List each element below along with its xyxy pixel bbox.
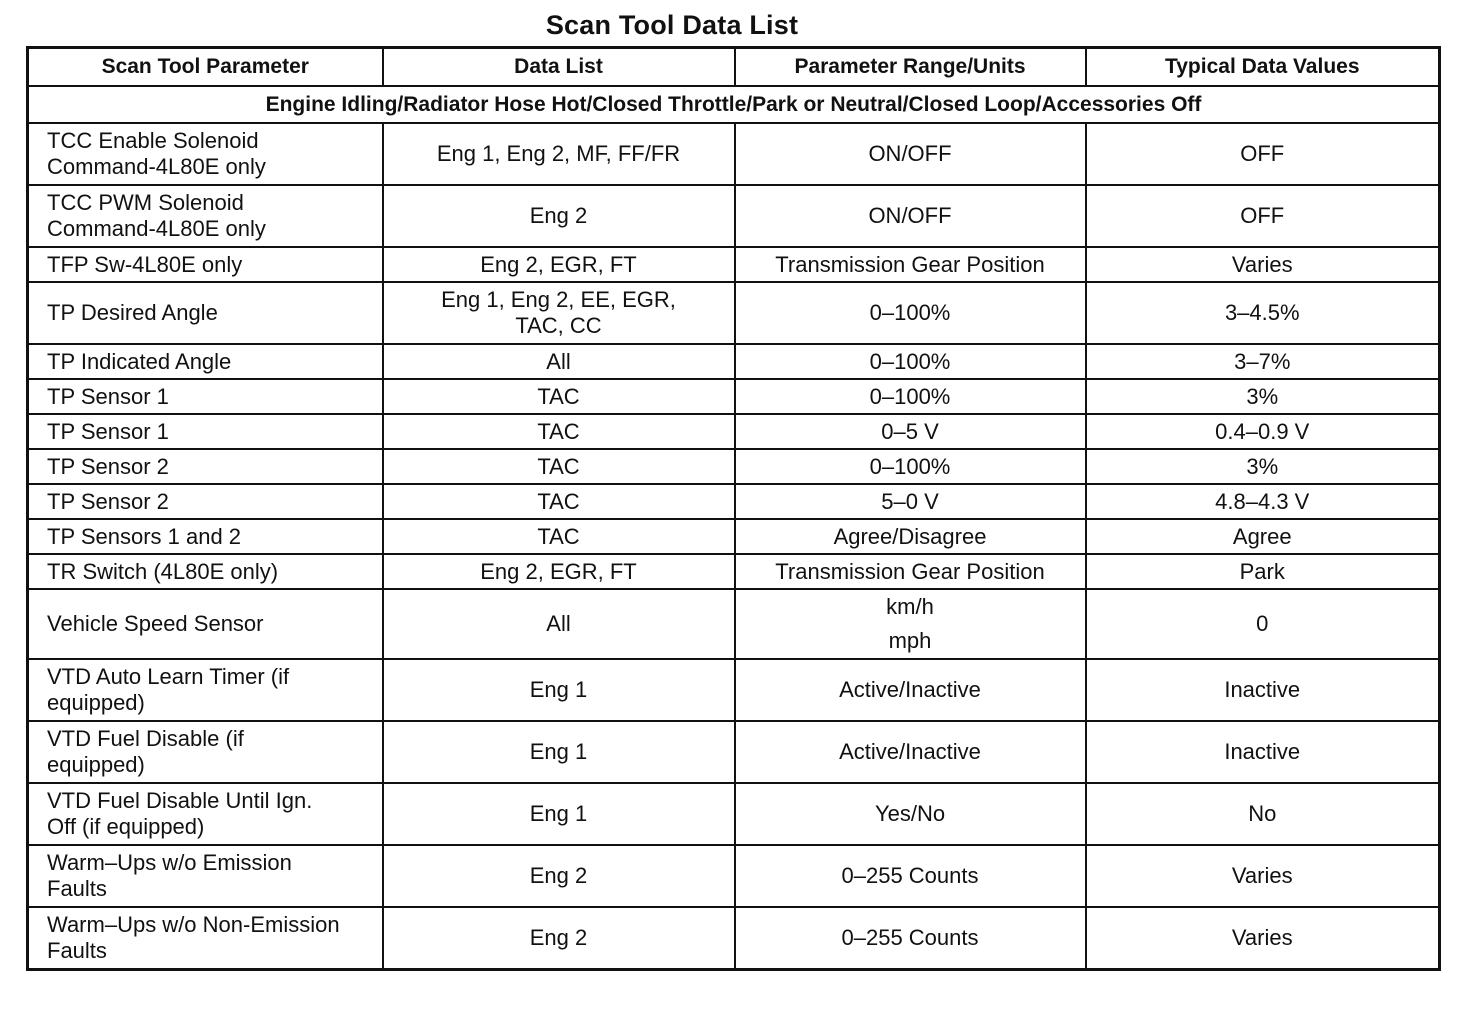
cell-data-list bbox=[383, 449, 735, 484]
cell-range-units bbox=[735, 123, 1086, 185]
cell-line: TAC, CC bbox=[515, 313, 602, 338]
cell-typical-value bbox=[1086, 185, 1440, 247]
cell-range-units bbox=[735, 907, 1086, 970]
cell-range-units bbox=[735, 484, 1086, 519]
cell-parameter bbox=[28, 414, 383, 449]
cell-typical-value bbox=[1086, 721, 1440, 783]
cell-line: Varies bbox=[1231, 251, 1293, 277]
cell-typical-value bbox=[1086, 783, 1440, 845]
cell-line: ON/OFF bbox=[868, 203, 952, 228]
cell-line: Command-4L80E only bbox=[47, 216, 266, 241]
cell-line: VTD Fuel Disable Until Ign. bbox=[47, 788, 313, 813]
cell-range-units bbox=[735, 721, 1086, 783]
cell-line: Eng 1, Eng 2, MF, FF/FR bbox=[436, 141, 681, 166]
cell-line: Active/Inactive bbox=[839, 739, 981, 764]
cell-parameter bbox=[28, 379, 383, 414]
cell-typical-value bbox=[1086, 282, 1440, 344]
cell-data-list bbox=[383, 282, 735, 344]
cell-line: All bbox=[546, 611, 571, 636]
scan-tool-data-table bbox=[26, 46, 1441, 971]
cell-line: Yes/No bbox=[874, 801, 946, 826]
table-row bbox=[28, 123, 1440, 185]
cell-range-units bbox=[735, 783, 1086, 845]
cell-line: equipped) bbox=[47, 752, 145, 777]
cell-range-units bbox=[735, 185, 1086, 247]
cell-line: 0 bbox=[1256, 611, 1269, 636]
table-row bbox=[28, 247, 1440, 282]
cell-line: TP Sensors 1 and 2 bbox=[47, 523, 242, 549]
cell-line: 0–255 Counts bbox=[841, 863, 979, 888]
table-row bbox=[28, 783, 1440, 845]
cell-data-list bbox=[383, 659, 735, 721]
cell-typical-value bbox=[1086, 379, 1440, 414]
table-row bbox=[28, 449, 1440, 484]
table-row bbox=[28, 589, 1440, 659]
cell-line: OFF bbox=[1240, 141, 1285, 166]
cell-typical-value bbox=[1086, 344, 1440, 379]
cell-line: Eng 1, Eng 2, EE, EGR, bbox=[441, 287, 676, 312]
header-scan-tool-parameter: Scan Tool Parameter bbox=[28, 48, 383, 87]
cell-range-units bbox=[735, 659, 1086, 721]
cell-line: TAC bbox=[537, 453, 580, 479]
cell-line: Warm–Ups w/o Emission bbox=[47, 850, 292, 875]
cell-line: 0.4–0.9 V bbox=[1215, 418, 1310, 444]
table-row bbox=[28, 344, 1440, 379]
cell-range-units bbox=[735, 519, 1086, 554]
cell-line: 0–100% bbox=[869, 300, 951, 325]
cell-parameter bbox=[28, 185, 383, 247]
cell-line: 3–4.5% bbox=[1224, 300, 1300, 325]
cell-line: TCC Enable Solenoid bbox=[47, 128, 259, 153]
cell-line: Eng 2, EGR, FT bbox=[480, 558, 637, 584]
table-row bbox=[28, 282, 1440, 344]
cell-line: Vehicle Speed Sensor bbox=[47, 611, 264, 636]
cell-line: Faults bbox=[47, 876, 107, 901]
header-data-list: Data List bbox=[383, 48, 735, 87]
header-typical-data-values: Typical Data Values bbox=[1086, 48, 1440, 87]
cell-parameter bbox=[28, 783, 383, 845]
cell-line: TP Sensor 2 bbox=[47, 488, 169, 514]
cell-line: TAC bbox=[537, 418, 580, 444]
cell-parameter bbox=[28, 519, 383, 554]
cell-line: TR Switch (4L80E only) bbox=[47, 558, 279, 584]
cell-line: Eng 2 bbox=[529, 203, 588, 228]
cell-line: 3–7% bbox=[1234, 348, 1291, 374]
cell-data-list bbox=[383, 783, 735, 845]
cell-parameter bbox=[28, 845, 383, 907]
cell-data-list bbox=[383, 247, 735, 282]
cell-line: Varies bbox=[1231, 925, 1293, 950]
cell-range-units bbox=[735, 414, 1086, 449]
cell-line: 0–100% bbox=[869, 453, 951, 479]
cell-typical-value bbox=[1086, 247, 1440, 282]
cell-typical-value bbox=[1086, 659, 1440, 721]
cell-parameter bbox=[28, 344, 383, 379]
cell-parameter bbox=[28, 484, 383, 519]
cell-line: OFF bbox=[1240, 203, 1285, 228]
cell-line: 0–100% bbox=[869, 383, 951, 409]
cell-typical-value bbox=[1086, 519, 1440, 554]
cell-data-list bbox=[383, 484, 735, 519]
cell-line: TP Sensor 1 bbox=[47, 383, 169, 409]
cell-typical-value bbox=[1086, 123, 1440, 185]
cell-parameter bbox=[28, 247, 383, 282]
cell-data-list bbox=[383, 123, 735, 185]
cell-line: Varies bbox=[1231, 863, 1293, 888]
cell-typical-value bbox=[1086, 484, 1440, 519]
cell-line: TP Sensor 1 bbox=[47, 418, 169, 444]
cell-line: Eng 1 bbox=[529, 801, 588, 826]
cell-typical-value bbox=[1086, 554, 1440, 589]
header-row bbox=[28, 48, 1440, 87]
cell-line: Eng 2, EGR, FT bbox=[480, 251, 637, 277]
cell-line: All bbox=[546, 348, 571, 374]
cell-line: TP Sensor 2 bbox=[47, 453, 169, 479]
cell-line: Faults bbox=[47, 938, 107, 963]
cell-data-list bbox=[383, 519, 735, 554]
cell-line: Eng 2 bbox=[529, 863, 588, 888]
cell-data-list bbox=[383, 845, 735, 907]
cell-line: TAC bbox=[537, 488, 580, 514]
table-row bbox=[28, 414, 1440, 449]
cell-line: 5–0 V bbox=[881, 488, 939, 514]
cell-line: km/h bbox=[886, 594, 934, 619]
cell-data-list bbox=[383, 589, 735, 659]
cell-range-units bbox=[735, 379, 1086, 414]
cell-line: Active/Inactive bbox=[839, 677, 981, 702]
cell-line: ON/OFF bbox=[868, 141, 952, 166]
cell-parameter bbox=[28, 123, 383, 185]
cell-line: VTD Auto Learn Timer (if bbox=[47, 664, 290, 689]
operating-condition: Engine Idling/Radiator Hose Hot/Closed Throttle/Park or Neutral/Closed Loop/Accessories Off bbox=[28, 86, 1440, 123]
cell-parameter bbox=[28, 282, 383, 344]
cell-range-units bbox=[735, 282, 1086, 344]
cell-parameter bbox=[28, 907, 383, 970]
cell-typical-value bbox=[1086, 449, 1440, 484]
cell-range-units bbox=[735, 554, 1086, 589]
cell-line: TAC bbox=[537, 523, 580, 549]
cell-line: Agree/Disagree bbox=[833, 523, 987, 549]
cell-data-list bbox=[383, 379, 735, 414]
cell-data-list bbox=[383, 344, 735, 379]
cell-data-list bbox=[383, 721, 735, 783]
cell-line: Eng 2 bbox=[529, 925, 588, 950]
cell-typical-value bbox=[1086, 414, 1440, 449]
cell-typical-value bbox=[1086, 589, 1440, 659]
header-parameter-range-units: Parameter Range/Units bbox=[735, 48, 1086, 87]
cell-range-units bbox=[735, 449, 1086, 484]
cell-line: Eng 1 bbox=[529, 739, 588, 764]
table-row bbox=[28, 721, 1440, 783]
cell-line: Inactive bbox=[1224, 739, 1301, 764]
table-row bbox=[28, 907, 1440, 970]
condition-row bbox=[28, 86, 1440, 123]
cell-line: TFP Sw-4L80E only bbox=[47, 251, 243, 277]
cell-line: 3% bbox=[1246, 453, 1279, 479]
cell-line: 0–100% bbox=[869, 348, 951, 374]
table-row bbox=[28, 379, 1440, 414]
cell-range-units bbox=[735, 589, 1086, 659]
table-row bbox=[28, 554, 1440, 589]
cell-line: Off (if equipped) bbox=[47, 814, 205, 839]
cell-parameter bbox=[28, 554, 383, 589]
page-title: Scan Tool Data List bbox=[545, 10, 799, 40]
table-row bbox=[28, 845, 1440, 907]
table-row bbox=[28, 185, 1440, 247]
cell-data-list bbox=[383, 554, 735, 589]
cell-line: Inactive bbox=[1224, 677, 1301, 702]
cell-line: mph bbox=[888, 628, 932, 653]
cell-parameter bbox=[28, 589, 383, 659]
cell-line: 4.8–4.3 V bbox=[1215, 488, 1310, 514]
cell-line: equipped) bbox=[47, 690, 145, 715]
cell-line: Transmission Gear Position bbox=[775, 558, 1045, 584]
cell-line: Transmission Gear Position bbox=[775, 251, 1045, 277]
cell-line: TCC PWM Solenoid bbox=[47, 190, 244, 215]
cell-parameter bbox=[28, 659, 383, 721]
cell-line: Command-4L80E only bbox=[47, 154, 266, 179]
cell-parameter bbox=[28, 449, 383, 484]
cell-line: Eng 1 bbox=[529, 677, 588, 702]
cell-line: TAC bbox=[537, 383, 580, 409]
cell-typical-value bbox=[1086, 845, 1440, 907]
cell-line: 3% bbox=[1246, 383, 1279, 409]
cell-line: 0–5 V bbox=[881, 418, 939, 444]
table-row bbox=[28, 519, 1440, 554]
cell-line: VTD Fuel Disable (if bbox=[47, 726, 244, 751]
cell-line: TP Desired Angle bbox=[47, 300, 218, 325]
cell-line: Warm–Ups w/o Non-Emission bbox=[47, 912, 340, 937]
cell-parameter bbox=[28, 721, 383, 783]
cell-line: 0–255 Counts bbox=[841, 925, 979, 950]
table-row bbox=[28, 484, 1440, 519]
cell-range-units bbox=[735, 845, 1086, 907]
cell-line: No bbox=[1248, 801, 1277, 826]
cell-line: TP Indicated Angle bbox=[47, 348, 232, 374]
cell-range-units bbox=[735, 344, 1086, 379]
cell-data-list bbox=[383, 185, 735, 247]
table-row bbox=[28, 659, 1440, 721]
cell-line: Park bbox=[1239, 558, 1285, 584]
cell-line: Agree bbox=[1232, 523, 1292, 549]
cell-range-units bbox=[735, 247, 1086, 282]
cell-typical-value bbox=[1086, 907, 1440, 970]
cell-data-list bbox=[383, 907, 735, 970]
cell-data-list bbox=[383, 414, 735, 449]
